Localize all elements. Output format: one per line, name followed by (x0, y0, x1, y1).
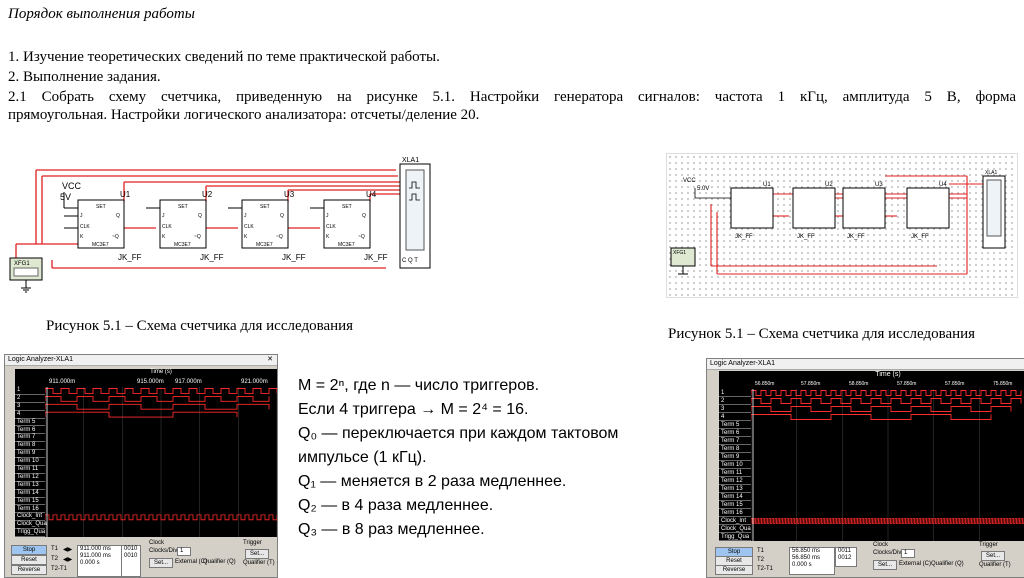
pin-j: J (244, 213, 247, 219)
reset-button[interactable]: Reset (11, 555, 47, 565)
right-flipflop-u3-type: JK_FF (847, 234, 865, 240)
channel-label: Term 5 (15, 419, 45, 427)
trace-channel-2 (45, 396, 269, 401)
channel-label: Term 8 (719, 445, 751, 453)
right-flipflop-u1-ref: U1 (763, 182, 771, 188)
flipflop-u4-ref: U4 (366, 190, 377, 199)
pin-set: SET (342, 204, 352, 210)
channel-label: Term 12 (719, 477, 751, 485)
reverse-button[interactable]: Reverse (11, 565, 47, 575)
trigger-title: Trigger (243, 540, 262, 546)
flipflop-u3-type: JK_FF (282, 253, 306, 262)
pin-set: SET (178, 204, 188, 210)
flipflop-u1[interactable] (78, 190, 142, 262)
explanation-line: Q₁ — меняется в 2 раза медленнее. (298, 473, 567, 490)
channel-label: Term 14 (15, 490, 45, 498)
schematic-right-drawing (667, 154, 1017, 297)
clock-qualifier-label: Qualifier (Q) (203, 559, 236, 565)
channel-label: 3 (719, 405, 751, 413)
explanation-line: Q₀ — переключается при каждом тактовом (298, 425, 619, 442)
flipflop-u3-part: MC3E7 (256, 242, 273, 248)
time-tick: 58.850m (849, 381, 869, 387)
cursor-times-field (77, 545, 123, 577)
step-2-1-line2: прямоугольная. Настройки логического анализатора: отсчеты/деление 20. (8, 107, 480, 123)
channel-label: Term 9 (15, 450, 45, 458)
trace-channel-3 (751, 407, 1011, 412)
schematic-right (666, 153, 1018, 298)
channel-label: Trigg_Qua (721, 534, 750, 540)
pin-nq: ~Q (358, 234, 365, 240)
step-1: 1. Изучение теоретических сведений по теме практической работы. (8, 49, 440, 65)
time-tick: 56.850m (755, 381, 775, 387)
analyzer-right-time-ticks (751, 381, 1024, 389)
channel-label: Term 10 (719, 461, 751, 469)
analyzer-symbol-label: XLA1 (402, 157, 420, 164)
pin-nq: ~Q (276, 234, 283, 240)
cursor-t2t1-label: T2-T1 (51, 566, 68, 572)
clocks-div-input[interactable]: 1 (901, 549, 915, 558)
analyzer-left-title: Logic Analyzer-XLA1 (8, 356, 73, 363)
step-2-1-line1: 2.1 Собрать схему счетчика, приведенную на рисунке 5.1. Настройки генератора сигналов: частота 1 кГц, амплитуда 5 В, форма (8, 89, 1016, 105)
channel-label: Term 7 (15, 434, 45, 442)
flipflop-u4-part: MC3E7 (338, 242, 355, 248)
channel-label: Trigg_Qua (17, 529, 46, 536)
channel-label: Term 6 (719, 429, 751, 437)
cursor-t2-label: T2 (757, 557, 765, 563)
analyzer-left-time-label: Time (s) (150, 369, 172, 375)
trigger-set-button[interactable]: Set... (981, 551, 1005, 561)
explanation-line: Если 4 триггера → M = 2⁴ = 16. (298, 401, 529, 418)
cursor-times-field (789, 547, 835, 575)
analyzer-right-screen (719, 371, 1024, 541)
cursor-values-field (121, 545, 141, 577)
pin-j: J (326, 213, 329, 219)
flipflop-u4[interactable] (324, 190, 388, 262)
channel-label: Term 13 (15, 482, 45, 490)
schematic-left-drawing (6, 156, 436, 298)
channel-label: Term 16 (15, 506, 45, 514)
step-2-1 (8, 88, 1016, 124)
right-flipflop-u3[interactable] (843, 182, 885, 240)
cursor-t1-label: T1 (51, 546, 59, 552)
channel-label: 3 (15, 403, 45, 411)
analyzer-right-time-label: Time (s) (875, 371, 901, 378)
trace-channel-3 (45, 404, 269, 409)
pin-clk: CLK (244, 224, 254, 230)
channel-label: 2 (719, 397, 751, 405)
time-tick: 57.850m (801, 381, 821, 387)
analyzer-left-titlebar (5, 355, 277, 366)
logic-analyzer-symbol[interactable] (400, 157, 430, 268)
caption-right: Рисунок 5.1 – Схема счетчика для исследования (668, 326, 976, 342)
trigger-set-button[interactable]: Set... (245, 549, 269, 559)
cursor-t1-label: T1 (757, 548, 765, 554)
time-tick: 917.000m (175, 379, 202, 385)
right-flipflop-u2-type: JK_FF (797, 234, 815, 240)
logic-analyzer-right (706, 358, 1024, 578)
pin-q: Q (116, 213, 120, 219)
right-flipflop-u4[interactable] (907, 182, 949, 240)
pin-j: J (162, 213, 165, 219)
time-tick: 911.000m (49, 379, 76, 385)
clock-title: Clock (873, 542, 889, 548)
pin-clk: CLK (162, 224, 172, 230)
analyzer-right-titlebar (707, 359, 1024, 370)
right-generator-symbol[interactable] (671, 248, 695, 274)
flipflop-u2[interactable] (160, 190, 224, 262)
generator-symbol-label: XFG1 (14, 261, 30, 267)
pin-clk: CLK (80, 224, 90, 230)
right-vcc-label: VCC (683, 178, 696, 184)
right-flipflop-u3-ref: U3 (875, 182, 883, 188)
right-flipflop-u2-ref: U2 (825, 182, 833, 188)
trace-clock (45, 515, 277, 520)
pin-nq: ~Q (194, 234, 201, 240)
analyzer-left-screen (15, 369, 277, 537)
channel-label: Term 6 (15, 427, 45, 435)
cursor-t2-value: 0010 (124, 553, 138, 559)
cursor-t2-time: 56.850 ms (792, 555, 821, 561)
analyzer-left-channel-list (15, 369, 45, 537)
right-vcc-value: 5.0V (697, 186, 710, 192)
step-2: 2. Выполнение задания. (8, 69, 161, 85)
explanation (298, 374, 618, 542)
trace-clock (751, 519, 1024, 524)
time-tick: 915.000m (137, 379, 164, 385)
channel-label: Term 5 (719, 421, 751, 429)
pin-k: K (162, 234, 166, 240)
trigger-title: Trigger (979, 542, 998, 548)
clocks-div-label: Clocks/Div (149, 548, 178, 554)
schematic-left (6, 156, 436, 298)
channel-label: 4 (15, 411, 45, 419)
channel-label: Clock_Int (719, 517, 751, 525)
explanation-line: M = 2ⁿ, где n — число триггеров. (298, 377, 540, 394)
channel-label: Term 16 (719, 509, 751, 517)
pin-k: K (326, 234, 330, 240)
time-tick: 75.850m (993, 381, 1013, 387)
channel-label: Term 15 (15, 498, 45, 506)
time-tick: 57.850m (945, 381, 965, 387)
right-flipflop-u4-ref: U4 (939, 182, 947, 188)
pin-q: Q (198, 213, 202, 219)
channel-label: Term 14 (719, 493, 751, 501)
analyzer-symbol-pins: C Q T (402, 258, 418, 264)
cursor-t1-time: 56.850 ms (792, 548, 821, 554)
channel-label: Term 8 (15, 442, 45, 450)
channel-label: Clock_Qua (17, 521, 47, 528)
clocks-div-input[interactable]: 1 (177, 547, 191, 556)
stop-button[interactable]: Stop (11, 545, 47, 555)
clocks-div-label: Clocks/Div (873, 550, 902, 556)
trigger-qualifier-label: Qualifier (T) (979, 562, 1011, 568)
analyzer-left-time-ticks (45, 379, 277, 387)
channel-label: Term 12 (15, 474, 45, 482)
pin-k: K (244, 234, 248, 240)
analyzer-right-title: Logic Analyzer-XLA1 (710, 360, 775, 367)
cursor-t2-value: 0012 (838, 555, 852, 561)
clock-set-button[interactable]: Set... (873, 560, 897, 570)
pin-k: K (80, 234, 84, 240)
channel-label: Term 10 (15, 458, 45, 466)
reverse-button[interactable]: Reverse (715, 565, 753, 575)
clock-qualifier-label: Qualifier (Q) (931, 561, 964, 567)
pin-set: SET (96, 204, 106, 210)
cursor-t2-time: 911.000 ms (80, 553, 111, 559)
right-flipflop-u2[interactable] (793, 182, 835, 240)
trace-channel-4 (751, 415, 991, 420)
right-generator-label: XFG1 (673, 250, 687, 256)
right-flipflop-u1[interactable] (731, 182, 773, 240)
trace-channel-2 (751, 399, 1021, 404)
channel-label: 1 (719, 389, 751, 397)
clock-set-button[interactable]: Set... (149, 558, 173, 568)
channel-label: 1 (15, 387, 45, 395)
trace-channel-4 (45, 412, 237, 417)
stop-button[interactable]: Stop (715, 547, 753, 557)
pin-nq: ~Q (112, 234, 119, 240)
time-tick: 921.000m (241, 379, 268, 385)
analyzer-right-traces (751, 389, 1024, 541)
clock-external-label: External (C) (899, 561, 932, 567)
caption-left: Рисунок 5.1 – Схема счетчика для исследования (46, 318, 354, 334)
channel-label: Term 11 (719, 469, 751, 477)
vcc-value: 5V (60, 192, 72, 202)
channel-label: Clock_Qua (721, 526, 751, 532)
reset-button[interactable]: Reset (715, 556, 753, 566)
time-tick: 57.850m (897, 381, 917, 387)
cursor-t2t1-label: T2-T1 (757, 566, 774, 572)
channel-label: Term 7 (719, 437, 751, 445)
channel-label: Clock_Int (15, 513, 45, 521)
logic-analyzer-left (4, 354, 278, 578)
flipflop-u4-type: JK_FF (364, 253, 388, 262)
explanation-line: Q₃ — в 8 раз медленнее. (298, 521, 485, 538)
cursor-t1-time: 911.000 ms (80, 546, 111, 552)
right-analyzer-symbol[interactable] (983, 170, 1005, 248)
clock-external-label: External (C) (175, 559, 208, 565)
cursor-t1-value: 0011 (838, 548, 851, 554)
channel-label: Term 9 (719, 453, 751, 461)
right-analyzer-label: XLA1 (985, 170, 998, 176)
flipflop-u1-ref: U1 (120, 190, 131, 199)
flipflop-u2-ref: U2 (202, 190, 213, 199)
pin-set: SET (260, 204, 270, 210)
right-flipflop-u4-type: JK_FF (911, 234, 929, 240)
cursor-t2t1-time: 0.000 s (792, 562, 812, 568)
analyzer-right-channel-list (719, 371, 751, 541)
flipflop-u3-ref: U3 (284, 190, 295, 199)
channel-label: 2 (15, 395, 45, 403)
cursor-t1-value: 0010 (124, 546, 138, 552)
pin-q: Q (362, 213, 366, 219)
vcc-label: VCC (62, 181, 82, 191)
pin-j: J (80, 213, 83, 219)
flipflop-u3[interactable] (242, 190, 306, 262)
clock-title: Clock (149, 540, 165, 546)
close-icon[interactable]: ✕ (267, 356, 273, 363)
explanation-line: импульсе (1 кГц). (298, 449, 427, 466)
pin-clk: CLK (326, 224, 336, 230)
trace-channel-1 (751, 391, 1021, 396)
channel-label: 4 (719, 413, 751, 421)
cursor-t2-label: T2 (51, 556, 59, 562)
cursor-values-field (835, 547, 857, 567)
analyzer-left-traces (45, 387, 277, 537)
pin-q: Q (280, 213, 284, 219)
trigger-qualifier-label: Qualifier (T) (243, 560, 275, 566)
flipflop-u1-type: JK_FF (118, 253, 142, 262)
explanation-line: Q₂ — в 4 раза медленнее. (298, 497, 494, 514)
cursor-t2t1-time: 0.000 s (80, 560, 100, 566)
flipflop-u1-part: MC3E7 (92, 242, 109, 248)
section-heading: Порядок выполнения работы (8, 6, 195, 22)
channel-label: Term 13 (719, 485, 751, 493)
channel-label: Term 11 (15, 466, 45, 474)
flipflop-u2-part: MC3E7 (174, 242, 191, 248)
flipflop-u2-type: JK_FF (200, 253, 224, 262)
arrow-left-icon[interactable]: ◀▶ (63, 557, 73, 563)
channel-label: Term 15 (719, 501, 751, 509)
function-generator-symbol[interactable] (10, 258, 42, 292)
arrow-left-icon[interactable]: ◀▶ (63, 547, 73, 553)
right-flipflop-u1-type: JK_FF (735, 234, 753, 240)
